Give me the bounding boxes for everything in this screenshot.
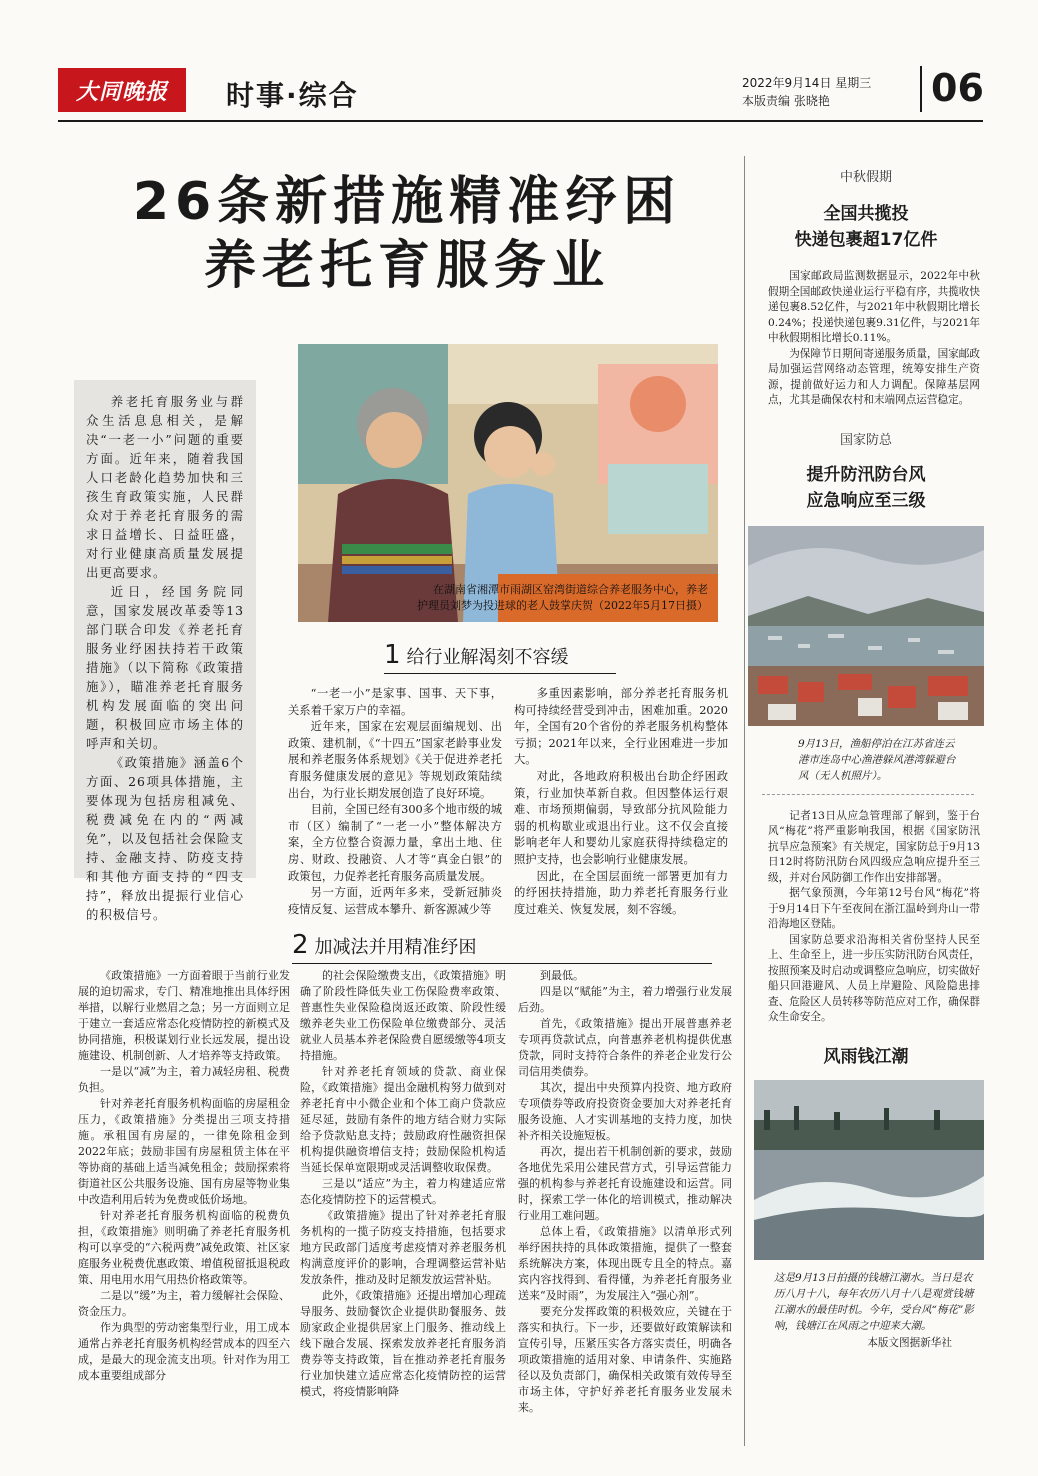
headline-line-2: 养老托育服务业	[203, 236, 610, 296]
sidebar	[748, 156, 984, 1351]
intro-paragraph: 近日，经国务院同意，国家发展改革委等13部门联合印发《养老托育服务业纾困扶持若干政策措施》（以下简称《政策措施》），瞄准养老托育服务机构发展面临的突出问题，积极回应市场主体的呼声和关切。	[86, 584, 244, 751]
masthead	[58, 66, 983, 116]
story-1-title	[748, 201, 984, 253]
masthead-separator	[920, 66, 922, 112]
section-1-column-2	[514, 686, 728, 918]
body-paragraph: 的社会保险缴费支出，《政策措施》明确了阶段性降低失业工伤保险费率政策、普惠性失业保险稳岗返还政策、阶段性缓缴养老失业工伤保险单位缴费部分、灵活就业人员基本养老保险费自愿缓缴等4项支持措施。	[300, 969, 506, 1062]
story-2-title-line-1: 提升防汛防台风	[806, 464, 926, 485]
section-2-title: 加减法并用精准纾困	[314, 937, 477, 958]
body-paragraph: 针对养老托育领域的贷款、商业保险，《政策措施》提出金融机构努力做到对养老托育中小微企业和个体工商户贷款应延尽延，鼓励有条件的地方结合财力实际给予贷款贴息支持；鼓励政府性融资担保机构提供融资增信支持；鼓励保险机构适当延长保单宽限期或灵活调整收取保费。	[300, 1065, 506, 1174]
page-number: 06	[931, 66, 984, 110]
section-2-underline	[292, 963, 712, 964]
story-1-title-line-1: 全国共揽投	[823, 204, 909, 224]
masthead-rule	[58, 120, 983, 122]
body-paragraph: 《政策措施》一方面着眼于当前行业发展的迫切需求，专门、精准地推出具体纾困举措，以解行业燃眉之急；另一方面则立足于建立一套适应常态化疫情防控的新模式及协同措施，积极谋划行业长远发展，提出设施建设、机制创新、人才培养等支持政策。	[78, 969, 290, 1062]
story-2-title	[748, 462, 984, 514]
section-2-column-1	[78, 968, 290, 1384]
body-paragraph: 近年来，国家在宏观层面编规划、出政策、建机制，《“十四五”国家老龄事业发展和养老服务体系规划》《关于促进养老托育服务健康发展的意见》等规划政策陆续出台，为行业长期发展创造了良好环境。	[288, 720, 502, 800]
story-1-title-line-2: 快递包裹超17亿件	[794, 230, 938, 250]
tide-photo-illustration	[754, 1080, 984, 1260]
story-2-paragraph: 记者13日从应急管理部了解到，鉴于台风“梅花”将严重影响我国，根据《国家防汛抗旱应急预案》有关规定，国家防总于9月13日12时将防汛防台风四级应急响应提升至三级，并对台风防御工作作出安排部署。	[768, 809, 980, 884]
section-2-heading	[292, 930, 477, 960]
section-1-heading	[384, 640, 569, 670]
body-paragraph: 三是以“适应”为主，着力构建适应常态化疫情防控下的运营模式。	[300, 1177, 506, 1206]
body-paragraph: 一是以“减”为主，着力减轻房租、税费负担。	[78, 1065, 290, 1094]
lead-photo	[298, 344, 718, 622]
body-paragraph: 此外，《政策措施》还提出增加心理疏导服务、鼓励餐饮企业提供助餐服务、鼓励家政企业提供居家上门服务、推动线上线下融合发展、探索发放养老托育服务消费券等支持政策，旨在推动养老托育服务行业加快建立适应常态化疫情防控的运营模式，将疫情影响降	[300, 1289, 506, 1398]
caption-divider	[762, 794, 974, 795]
body-paragraph: 另一方面，近两年多来，受新冠肺炎疫情反复、运营成本攀升、新客源减少等	[288, 886, 502, 916]
tide-photo	[754, 1080, 984, 1260]
story-1-paragraph: 为保障节日期间寄递服务质量，国家邮政局加强运营网络动态管理，统筹安排生产资源，提前做好运力和人力调配。保障基层网点，尤其是确保农村和末端网点运营稳定。	[768, 347, 980, 406]
body-paragraph: 其次，提出中央预算内投资、地方政府专项债券等政府投资资金要加大对养老托育服务设施、人才实训基地的支持力度，加快补齐相关设施短板。	[518, 1081, 732, 1142]
section-1-number: 1	[384, 640, 401, 670]
body-paragraph: 到最低。	[540, 969, 584, 982]
body-paragraph: 作为典型的劳动密集型行业，用工成本通常占养老托育服务机构经营成本的四至六成，是最大的现金流支出项。针对作为用工成本重要组成部分	[78, 1321, 290, 1382]
issue-info	[742, 74, 871, 110]
photo-caption-line-2: 护理员刘梦为投进球的老人鼓掌庆贺（2022年5月17日摄）	[417, 599, 708, 612]
body-paragraph: 因此，在全国层面统一部署更加有力的纾困扶持措施，助力养老托育服务行业度过难关、恢复发展，刻不容缓。	[514, 869, 728, 916]
body-paragraph: “一老一小”是家事、国事、天下事，关系着千家万户的幸福。	[288, 687, 502, 717]
harbor-photo-caption: 9月13日，渔船停泊在江苏省连云港市连岛中心渔港躲风港湾躲避台风（无人机照片）。	[798, 737, 956, 782]
body-paragraph: 多重因素影响，部分养老托育服务机构可持续经营受到冲击，困难加重。2020年，全国有20个省份的养老服务机构整体亏损；2021年以来，全行业困难进一步加大。	[514, 687, 728, 767]
story-2-body	[748, 809, 984, 1026]
story-1-paragraph: 国家邮政局监测数据显示，2022年中秋假期全国邮政快递业运行平稳有序，共揽收快递包裹8.52亿件，与2021年中秋假期比增长0.24%；投递快递包裹9.31亿件，与2021年中秋假期相比增长0.11%。	[768, 270, 980, 344]
body-paragraph: 要充分发挥政策的积极效应，关键在于落实和执行。下一步，还要做好政策解读和宣传引导，压紧压实各方落实责任，明确各项政策措施的适用对象、申请条件、实施路径以及负责部门，确保相关政策有效传导至市场主体，守护好养老托育服务业发展未来。	[518, 1305, 732, 1414]
photo-caption	[300, 582, 716, 614]
headline-line-1: 26条新措施精准纾困	[132, 172, 682, 232]
newspaper-logo: 大同晚报	[58, 68, 186, 112]
body-paragraph: 再次，提出若干机制创新的要求，鼓励各地优先采用公建民营方式，引导运营能力强的机构参与养老托育设施建设和运营。同时，探索工学一体化的培训模式，推动解决行业用工难问题。	[518, 1145, 732, 1222]
issue-date: 2022年9月14日 星期三	[742, 76, 872, 90]
body-paragraph: 针对养老托育服务机构面临的税费负担，《政策措施》则明确了养老托育服务机构可以享受的“六税两费”减免政策、社区家庭服务业税费优惠政策、增值税留抵退税政策、用电用水用气用热价格政策等。	[78, 1209, 290, 1286]
photo-caption-line-1: 在湖南省湘潭市雨湖区窑湾街道综合养老服务中心，养老	[433, 583, 708, 596]
section-2-number: 2	[292, 930, 309, 960]
photo-credit: 本版文图据新华社	[867, 1336, 952, 1349]
body-paragraph: 总体上看，《政策措施》以清单形式列举纾困扶持的具体政策措施，提供了一整套系统解决方案，体现出既专且全的特点。嘉宾内容找得到、看得懂，为养老托育服务业送来“及时雨”，为发展注入“强心剂”。	[518, 1225, 732, 1302]
sidebar-divider	[744, 156, 745, 1446]
body-paragraph: 针对养老托育服务机构面临的房屋租金压力，《政策措施》分类提出三项支持措施。承租国有房屋的，一律免除租金到2022年底；鼓励非国有房屋租赁主体在平等协商的基础上适当减免租金；鼓励探索将街道社区公共服务设施、国有房屋等物业集中改造利用后转为免费或低价场地。	[78, 1097, 290, 1206]
body-paragraph: 二是以“缓”为主，着力缓解社会保险、资金压力。	[78, 1289, 290, 1318]
story-1-body	[748, 269, 984, 409]
story-2-title-line-2: 应急响应至三级	[806, 490, 926, 511]
story-2-paragraph: 据气象预测，今年第12号台风“梅花”将于9月14日下午至夜间在浙江温岭到舟山一带沿海地区登陆。	[768, 887, 980, 930]
section-1-underline	[384, 673, 616, 674]
editor: 本版责编 张晓艳	[742, 94, 830, 108]
body-paragraph: 四是以“赋能”为主，着力增强行业发展后劲。	[518, 985, 732, 1014]
headline	[72, 170, 742, 298]
story-1-kicker: 中秋假期	[839, 170, 892, 185]
harbor-photo	[748, 526, 984, 726]
story-2-kicker: 国家防总	[839, 432, 892, 448]
section-name: 时事·综合	[226, 79, 359, 112]
section-1-column-1	[288, 686, 502, 918]
intro-paragraph: 《政策措施》涵盖6个方面、26项具体措施，主要体现为包括房租减免、税费减免在内的“两减免”，以及包括社会保险支持、金融支持、防疫支持和其他方面支持的“四支持”，释放出提振行业信心的积极信号。	[86, 755, 244, 922]
body-paragraph: 对此，各地政府积极出台助企纾困政策，行业加快革新自救。但因整体运行艰难、市场预期偏弱，导致部分抗风险能力弱的机构歇业或退出行业。这不仅会直接影响老年人和婴幼儿家庭获得持续稳定的照护支持，也会影响行业健康发展。	[514, 769, 728, 866]
body-paragraph: 首先，《政策措施》提出开展普惠养老专项再贷款试点，向普惠养老机构提供优惠贷款，同时支持符合条件的养老企业发行公司信用类债券。	[518, 1017, 732, 1078]
intro-paragraph: 养老托育服务业与群众生活息息相关，是解决“一老一小”问题的重要方面。近年来，随着我国人口老龄化趋势加快和三孩生育政策实施，人民群众对于养老托育服务的需求日益增长、日益旺盛，对行业健康高质量发展提出更高要求。	[86, 394, 244, 580]
intro-box	[74, 380, 256, 922]
section-2-column-3	[518, 968, 732, 1416]
harbor-photo-illustration	[748, 526, 984, 726]
story-3-title: 风雨钱江潮	[823, 1046, 909, 1067]
section-2-column-2	[300, 968, 506, 1400]
body-paragraph: 《政策措施》提出了针对养老托育服务机构的一揽子防疫支持措施，包括要求地方民政部门适度考虑疫情对养老服务机构满意度评价的影响，合理调整运营补贴发放条件，推动及时足额发放运营补贴。	[300, 1209, 506, 1286]
lead-photo-illustration	[298, 344, 718, 622]
story-2-paragraph: 国家防总要求沿海相关省份坚持人民至上、生命至上，进一步压实防汛防台风责任，按照预案及时启动或调整应急响应，切实做好船只回港避风、人员上岸避险、风险隐患排查、危险区人员转移等防范应对工作，确保群众生命安全。	[768, 933, 980, 1023]
tide-photo-caption: 这是9月13日拍摄的钱塘江潮水。当日是农历八月十八，每年农历八月十八是观赏钱塘江潮水的最佳时机。今年，受台风“梅花”影响，钱塘江在风雨之中迎来大潮。	[774, 1271, 974, 1332]
section-1-title: 给行业解渴刻不容缓	[406, 647, 569, 668]
body-paragraph: 目前，全国已经有300多个地市级的城市（区）编制了“一老一小”整体解决方案，全方位整合资源力量，拿出土地、住房、财政、投融资、人才等“真金白银”的政策包，力促养老托育服务高质量发展。	[288, 803, 502, 883]
